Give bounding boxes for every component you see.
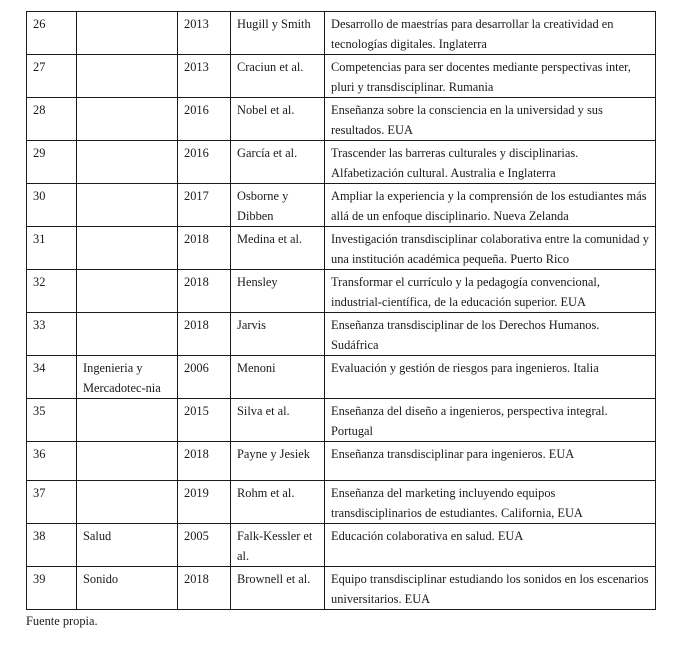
year-cell: 2018 — [178, 442, 231, 481]
row-number: 31 — [27, 227, 77, 270]
author-cell: Jarvis — [231, 313, 325, 356]
area-cell — [77, 141, 178, 184]
table-row — [27, 12, 656, 55]
description-cell: Enseñanza sobre la consciencia en la universidad y sus resultados. EUA — [325, 98, 656, 141]
author-cell: Hugill y Smith — [231, 12, 325, 55]
row-number: 39 — [27, 567, 77, 610]
area-cell — [77, 481, 178, 524]
area-cell — [77, 184, 178, 227]
description-cell: Competencias para ser docentes mediante perspectivas inter, pluri y transdisciplinar. Rumania — [325, 55, 656, 98]
table-row — [27, 481, 656, 524]
description-cell: Investigación transdisciplinar colaborativa entre la comunidad y una institución académica pequeña. Puerto Rico — [325, 227, 656, 270]
description-cell: Enseñanza del marketing incluyendo equipos transdisciplinarios de estudiantes. California, EUA — [325, 481, 656, 524]
table-row — [27, 524, 656, 567]
area-cell: Salud — [77, 524, 178, 567]
row-number: 30 — [27, 184, 77, 227]
area-cell — [77, 399, 178, 442]
description-cell: Enseñanza del diseño a ingenieros, perspectiva integral. Portugal — [325, 399, 656, 442]
table-row — [27, 55, 656, 98]
table-row — [27, 356, 656, 399]
area-cell — [77, 12, 178, 55]
row-number: 32 — [27, 270, 77, 313]
author-cell: Falk-Kessler et al. — [231, 524, 325, 567]
area-cell — [77, 55, 178, 98]
year-cell: 2005 — [178, 524, 231, 567]
table-row — [27, 141, 656, 184]
description-cell: Enseñanza transdisciplinar para ingenieros. EUA — [325, 442, 656, 481]
author-cell: Rohm et al. — [231, 481, 325, 524]
year-cell: 2018 — [178, 313, 231, 356]
author-cell: Medina et al. — [231, 227, 325, 270]
description-cell: Ampliar la experiencia y la comprensión de los estudiantes más allá de un enfoque disciplinario. Nueva Zelanda — [325, 184, 656, 227]
year-cell: 2015 — [178, 399, 231, 442]
year-cell: 2018 — [178, 567, 231, 610]
year-cell: 2018 — [178, 270, 231, 313]
row-number: 36 — [27, 442, 77, 481]
row-number: 29 — [27, 141, 77, 184]
year-cell: 2018 — [178, 227, 231, 270]
description-cell: Desarrollo de maestrías para desarrollar la creatividad en tecnologías digitales. Inglaterra — [325, 12, 656, 55]
area-cell — [77, 313, 178, 356]
row-number: 26 — [27, 12, 77, 55]
row-number: 33 — [27, 313, 77, 356]
area-cell — [77, 98, 178, 141]
table-row — [27, 227, 656, 270]
table-row — [27, 270, 656, 313]
row-number: 27 — [27, 55, 77, 98]
year-cell: 2006 — [178, 356, 231, 399]
author-cell: Craciun et al. — [231, 55, 325, 98]
author-cell: Hensley — [231, 270, 325, 313]
author-cell: Menoni — [231, 356, 325, 399]
author-cell: Payne y Jesiek — [231, 442, 325, 481]
description-cell: Educación colaborativa en salud. EUA — [325, 524, 656, 567]
year-cell: 2013 — [178, 55, 231, 98]
author-cell: Silva et al. — [231, 399, 325, 442]
table-row — [27, 313, 656, 356]
row-number: 35 — [27, 399, 77, 442]
author-cell: García et al. — [231, 141, 325, 184]
description-cell: Evaluación y gestión de riesgos para ingenieros. Italia — [325, 356, 656, 399]
row-number: 37 — [27, 481, 77, 524]
area-cell — [77, 227, 178, 270]
year-cell: 2017 — [178, 184, 231, 227]
table-row — [27, 567, 656, 610]
description-cell: Trascender las barreras culturales y disciplinarias. Alfabetización cultural. Australia e Inglaterra — [325, 141, 656, 184]
row-number: 38 — [27, 524, 77, 567]
author-cell: Brownell et al. — [231, 567, 325, 610]
area-cell: Ingenieria y Mercadotec-nia — [77, 356, 178, 399]
studies-table — [26, 11, 656, 610]
table-row — [27, 442, 656, 481]
table-row — [27, 98, 656, 141]
year-cell: 2019 — [178, 481, 231, 524]
author-cell: Nobel et al. — [231, 98, 325, 141]
area-cell — [77, 442, 178, 481]
table-row — [27, 184, 656, 227]
year-cell: 2013 — [178, 12, 231, 55]
area-cell — [77, 270, 178, 313]
area-cell: Sonido — [77, 567, 178, 610]
row-number: 28 — [27, 98, 77, 141]
year-cell: 2016 — [178, 141, 231, 184]
year-cell: 2016 — [178, 98, 231, 141]
source-note: Fuente propia. — [26, 614, 98, 628]
author-cell: Osborne y Dibben — [231, 184, 325, 227]
row-number: 34 — [27, 356, 77, 399]
table-row — [27, 399, 656, 442]
studies-table-body — [27, 12, 656, 610]
description-cell: Equipo transdisciplinar estudiando los sonidos en los escenarios universitarios. EUA — [325, 567, 656, 610]
description-cell: Transformar el currículo y la pedagogía convencional, industrial-científica, de la educación superior. EUA — [325, 270, 656, 313]
description-cell: Enseñanza transdisciplinar de los Derechos Humanos. Sudáfrica — [325, 313, 656, 356]
